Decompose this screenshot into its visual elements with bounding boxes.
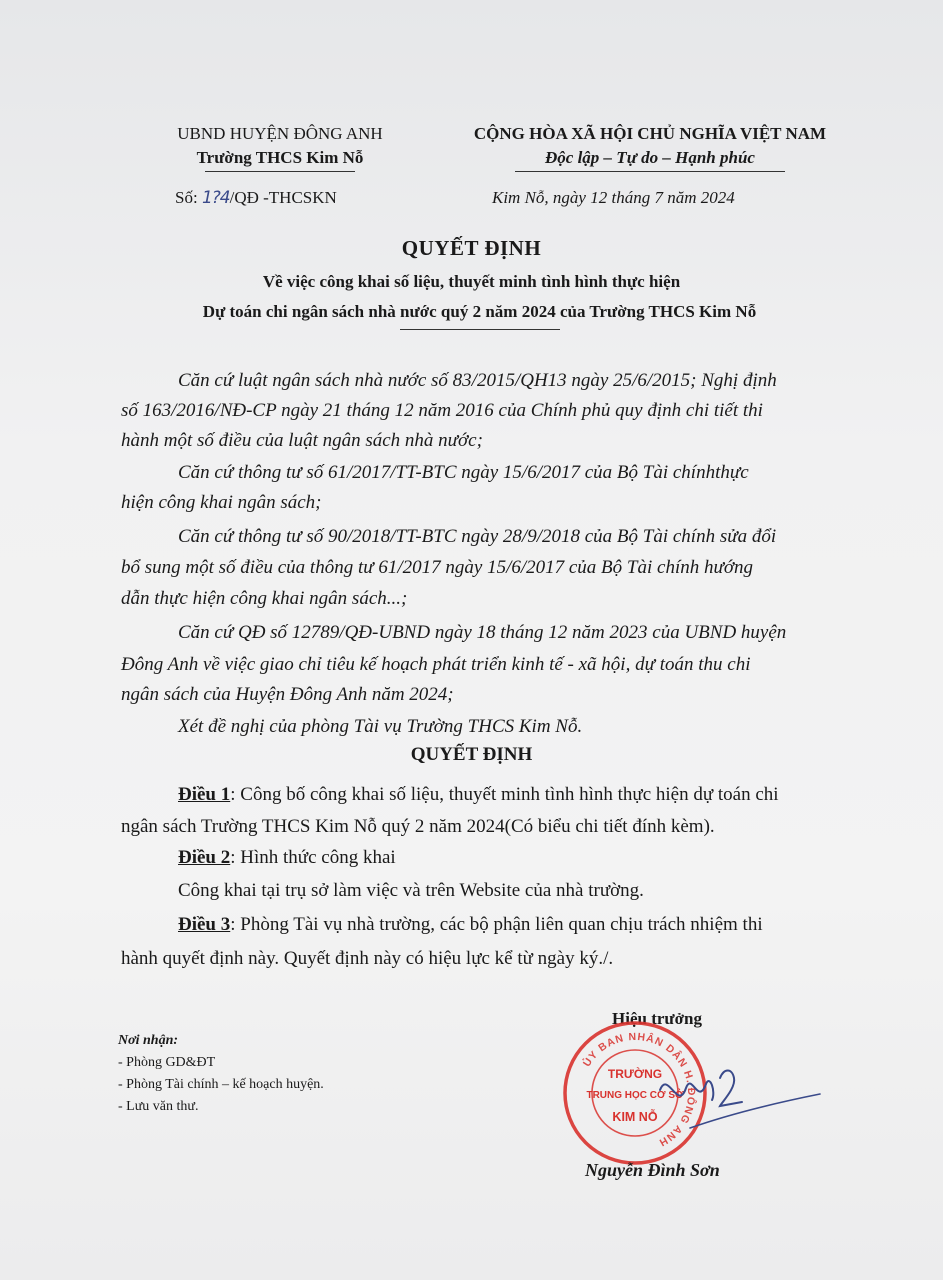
basis-line: ngân sách của Huyện Đông Anh năm 2024; [121, 684, 454, 705]
article-1-line-2: ngân sách Trường THCS Kim Nỗ quý 2 năm 2024(Có biểu chi tiết đính kèm). [121, 816, 715, 837]
subtitle-rule [400, 329, 560, 330]
handwritten-signature [650, 1050, 850, 1150]
header-left-rule [205, 171, 355, 172]
basis-line: số 163/2016/NĐ-CP ngày 21 tháng 12 năm 2016 của Chính phủ quy định chi tiết thi [121, 400, 763, 421]
basis-line: Căn cứ QĐ số 12789/QĐ-UBND ngày 18 tháng 12 năm 2023 của UBND huyện [178, 622, 787, 643]
seal-outer-text: ỦY BAN NHÂN DÂN H. ĐÔNG ANH [580, 1030, 698, 1149]
header-right-rule [515, 171, 785, 172]
subtitle-line-2: Dự toán chi ngân sách nhà nước quý 2 năm 2024 của Trường THCS Kim Nỗ [202, 302, 757, 321]
recipient-item: - Phòng GD&ĐT [118, 1055, 216, 1070]
document-title: QUYẾT ĐỊNH [401, 236, 542, 260]
nation-name: CỘNG HÒA XÃ HỘI CHỦ NGHĨA VIỆT NAM [473, 124, 827, 143]
header-left [150, 122, 410, 172]
signer-title: Hiệu trưởng [612, 1009, 702, 1028]
basis-line: Xét đề nghị của phòng Tài vụ Trường THCS Kim Nỗ. [178, 716, 583, 737]
recipients [118, 1030, 324, 1118]
basis-line: hiện công khai ngân sách; [121, 492, 322, 513]
subtitle-line-1: Về việc công khai số liệu, thuyết minh tình hình thực hiện [262, 272, 681, 291]
basis-line: Đông Anh về việc giao chỉ tiêu kế hoạch phát triển kinh tế - xã hội, dự toán thu chi [121, 654, 751, 675]
national-motto: Độc lập – Tự do – Hạnh phúc [545, 148, 755, 167]
article-2-label: Điều 2 [178, 847, 231, 868]
document-number [175, 188, 337, 208]
recipient-item: - Lưu văn thư. [118, 1099, 199, 1114]
article-3-line-2: hành quyết định này. Quyết định này có hiệu lực kể từ ngày ký./. [121, 948, 614, 969]
basis-line: Căn cứ luật ngân sách nhà nước số 83/2015/QH13 ngày 25/6/2015; Nghị định [178, 370, 777, 391]
article-2-line-2: Công khai tại trụ sở làm việc và trên Website của nhà trường. [178, 880, 644, 901]
basis-line: bổ sung một số điều của thông tư 61/2017 ngày 15/6/2017 của Bộ Tài chính hướng [121, 557, 753, 578]
article-2-line-1 [178, 843, 396, 873]
basis-line: dẫn thực hiện công khai ngân sách...; [121, 588, 408, 609]
article-2-text: : Hình thức công khai [230, 847, 396, 868]
article-1-text: : Công bố công khai số liệu, thuyết minh tình hình thực hiện dự toán chi [230, 784, 779, 805]
basis-line: Căn cứ thông tư số 90/2018/TT-BTC ngày 28/9/2018 của Bộ Tài chính sửa đổi [178, 526, 777, 547]
basis-line: hành một số điều của luật ngân sách nhà nước; [121, 430, 483, 451]
decision-heading: QUYẾT ĐỊNH [410, 744, 533, 765]
seal-line-2: TRUNG HỌC CƠ SỞ [586, 1090, 684, 1101]
recipient-item: - Phòng Tài chính – kế hoạch huyện. [118, 1077, 324, 1092]
article-1-line-1 [178, 780, 779, 810]
article-1-label: Điều 1 [178, 784, 231, 805]
place-date: Kim Nỗ, ngày 12 tháng 7 năm 2024 [492, 188, 735, 207]
agency-name: UBND HUYỆN ĐÔNG ANH [177, 124, 383, 143]
school-name: Trường THCS Kim Nỗ [196, 148, 364, 167]
signer-name: Nguyễn Đình Sơn [585, 1160, 720, 1180]
article-3-label: Điều 3 [178, 914, 231, 935]
article-3-line-1 [178, 910, 763, 940]
seal-line-3: KIM NỖ [612, 1110, 658, 1124]
header-right [440, 122, 860, 172]
doc-number-suffix: /QĐ -THCSKN [229, 188, 337, 207]
recipients-label: Nơi nhận: [118, 1033, 179, 1048]
doc-number-prefix: Số: [175, 188, 202, 207]
basis-line: Căn cứ thông tư số 61/2017/TT-BTC ngày 15/6/2017 của Bộ Tài chínhthực [178, 462, 749, 483]
bleed-through-text [140, 62, 144, 78]
article-3-text: : Phòng Tài vụ nhà trường, các bộ phận liên quan chịu trách nhiệm thi [230, 914, 763, 935]
seal-line-1: TRƯỜNG [607, 1067, 663, 1081]
doc-number-handwritten: 1?4 [201, 188, 230, 208]
